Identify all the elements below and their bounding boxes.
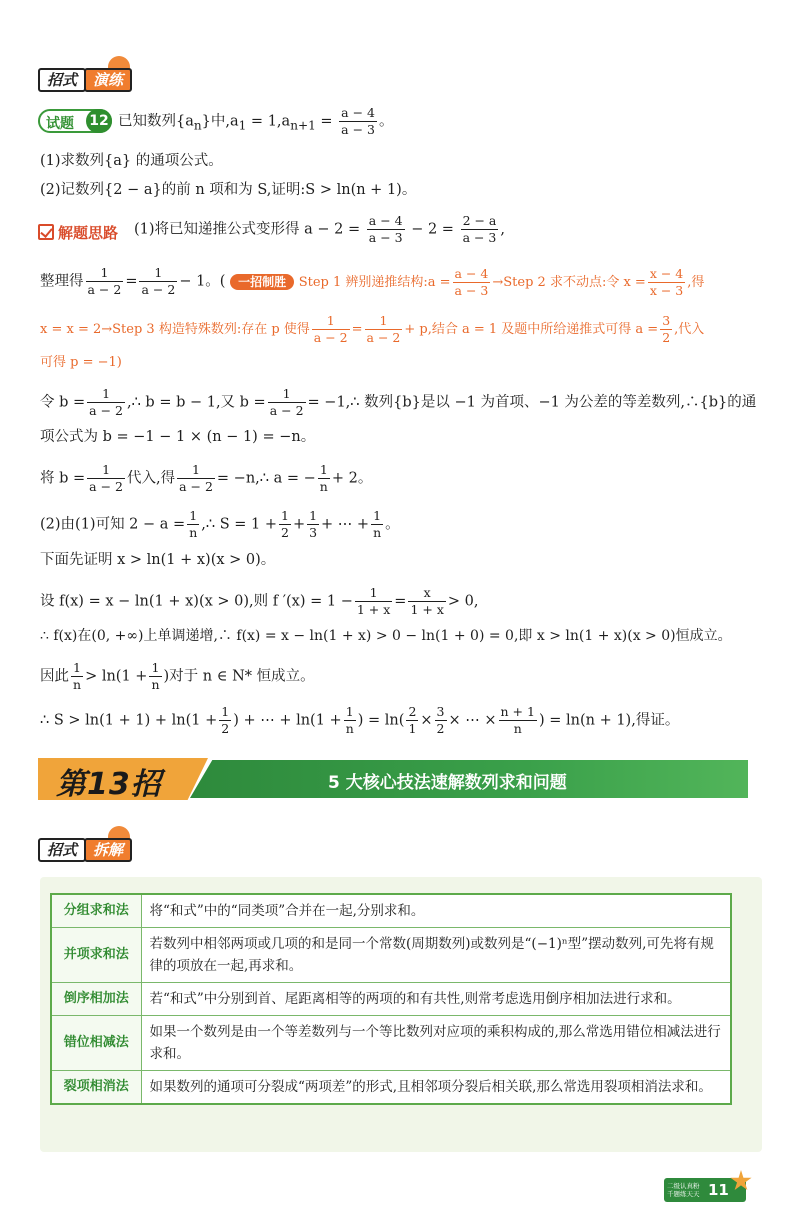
banner-subtitle: 5 大核心技法速解数列求和问题 bbox=[328, 773, 567, 793]
table-row bbox=[51, 983, 731, 1016]
solution-line-11: ∴ f(x)在(0, +∞)上单调递增,∴ f(x) = x − ln(1 + x) > 0 − ln(1 + 0) = 0,即 x > ln(1 + x)(x > 0)恒成立。 bbox=[40, 628, 732, 644]
section-tag-breakdown bbox=[38, 836, 138, 864]
solution-heading: 解题思路 bbox=[38, 222, 118, 243]
tag-part-a: 招式 bbox=[38, 838, 86, 862]
method-desc: 将“和式”中的“同类项”合并在一起,分别求和。 bbox=[141, 894, 731, 928]
question-badge-label: 试题 bbox=[46, 116, 74, 132]
banner-title: 第13招 bbox=[56, 767, 162, 802]
solution-line-10: 设 f(x) = x − ln(1 + x)(x > 0),则 f ′(x) = 1 − $\frac{1}{1 + x}$ = $\frac{x}{1 + x}$ > 0, bbox=[40, 585, 479, 617]
footer-caption: 二级认真粉 千题练天天 bbox=[667, 1182, 700, 1198]
methods-table bbox=[50, 893, 732, 1105]
solution-line-9: 下面先证明 x > ln(1 + x)(x > 0)。 bbox=[40, 552, 276, 568]
method-name: 错位相减法 bbox=[51, 1016, 141, 1071]
table-row bbox=[51, 928, 731, 983]
solution-line-13: ∴ S > ln(1 + 1) + ln(1 + $\frac{1}{2}$ ) + ⋯ + ln(1 + $\frac{1}{n}$ ) = ln( $\frac{2}{1}$ × $\frac{3}{2}$ × ⋯ × $\frac{n + 1}{n}$ ) = ln(n + 1),得证。 bbox=[40, 704, 680, 736]
table-row bbox=[51, 1071, 731, 1105]
question-part-2: (2)记数列{2 − a}的前 n 项和为 S,证明:S > ln(n + 1)。 bbox=[40, 182, 417, 198]
star-icon bbox=[730, 1170, 752, 1192]
solution-line-7: 将 b = $\frac{1}{a - 2}$ 代入,得 $\frac{1}{a - 2}$ = −n,∴ a = − $\frac{1}{n}$ + 2。 bbox=[40, 462, 373, 494]
table-row bbox=[51, 894, 731, 928]
solution-line-1: (1)将已知递推公式变形得 a − 2 = $\frac{a - 4}{a - 3}$ − 2 = $\frac{2 - a}{a - 3}$ , bbox=[134, 213, 505, 245]
tag-part-b: 演练 bbox=[84, 68, 132, 92]
solution-line-5: 令 b = $\frac{1}{a - 2}$ ,∴ b = b − 1,又 b = $\frac{1}{a - 2}$ = −1,∴ 数列{b}是以 −1 为首项、−1 为公差的等差数列,∴{b}的通 bbox=[40, 386, 757, 418]
solution-line-2: 整理得 $\frac{1}{a - 2}$ = $\frac{1}{a - 2}$ − 1。( 一招制胜 Step 1 辨别递推结构:a = $\frac{a - 4}{a - 3}$ →Step 2 求不动点:令 x = $\frac{x - 4}{x - 3}$ ,得 bbox=[40, 265, 705, 298]
question-number: 12 bbox=[86, 109, 112, 133]
check-icon bbox=[38, 224, 54, 240]
method-name: 裂项相消法 bbox=[51, 1071, 141, 1105]
chapter-banner bbox=[38, 758, 748, 800]
tag-part-b: 拆解 bbox=[84, 838, 132, 862]
method-desc: 若“和式”中分别到首、尾距离相等的两项的和有共性,则常考虑选用倒序相加法进行求和。 bbox=[141, 983, 731, 1016]
method-name: 倒序相加法 bbox=[51, 983, 141, 1016]
fraction: $\frac{a - 4}{a - 3}$ bbox=[341, 105, 375, 137]
section-tag-practice bbox=[38, 66, 138, 94]
tag-part-a: 招式 bbox=[38, 68, 86, 92]
solution-line-4: 可得 p = −1) bbox=[40, 355, 122, 370]
solution-line-6: 项公式为 b = −1 − 1 × (n − 1) = −n。 bbox=[40, 429, 316, 445]
question-stem: 已知数列$\{a_n\}$中$,a_1 = 1,a_{n+1}$ = $\frac{a - 4}{a - 3}$ 。 bbox=[118, 105, 394, 137]
solution-line-3: x = x = 2→Step 3 构造特殊数列:存在 p 使得 $\frac{1}{a - 2}$ = $\frac{1}{a - 2}$ + p,结合 a = 1 及题中所给递推式可得 a = $\frac{3}{2}$ ,代入 bbox=[40, 313, 705, 345]
method-desc: 如果一个数列是由一个等差数列与一个等比数列对应项的乘积构成的,那么常选用错位相减法进行求和。 bbox=[141, 1016, 731, 1071]
tip-pill: 一招制胜 bbox=[230, 274, 294, 290]
method-desc: 如果数列的通项可分裂成“两项差”的形式,且相邻项分裂后相关联,那么常选用裂项相消法求和。 bbox=[141, 1071, 731, 1105]
method-name: 并项求和法 bbox=[51, 928, 141, 983]
question-part-1: (1)求数列{a} 的通项公式。 bbox=[40, 153, 223, 169]
question-badge bbox=[38, 109, 112, 133]
solution-line-12: 因此 $\frac{1}{n}$ > ln(1 + $\frac{1}{n}$ )对于 n ∈ N* 恒成立。 bbox=[40, 660, 315, 692]
method-name: 分组求和法 bbox=[51, 894, 141, 928]
table-row bbox=[51, 1016, 731, 1071]
page-number-badge bbox=[664, 1178, 746, 1202]
solution-line-8: (2)由(1)可知 2 − a = $\frac{1}{n}$ ,∴ S = 1 + $\frac{1}{2}$ + $\frac{1}{3}$ + ⋯ + $\frac{1}{n}$ 。 bbox=[40, 508, 400, 540]
page-number: 11 bbox=[708, 1181, 729, 1199]
method-desc: 若数列中相邻两项或几项的和是同一个常数(周期数列)或数列是“(−1)ⁿ型”摆动数列,可先将有规律的项放在一起,再求和。 bbox=[141, 928, 731, 983]
